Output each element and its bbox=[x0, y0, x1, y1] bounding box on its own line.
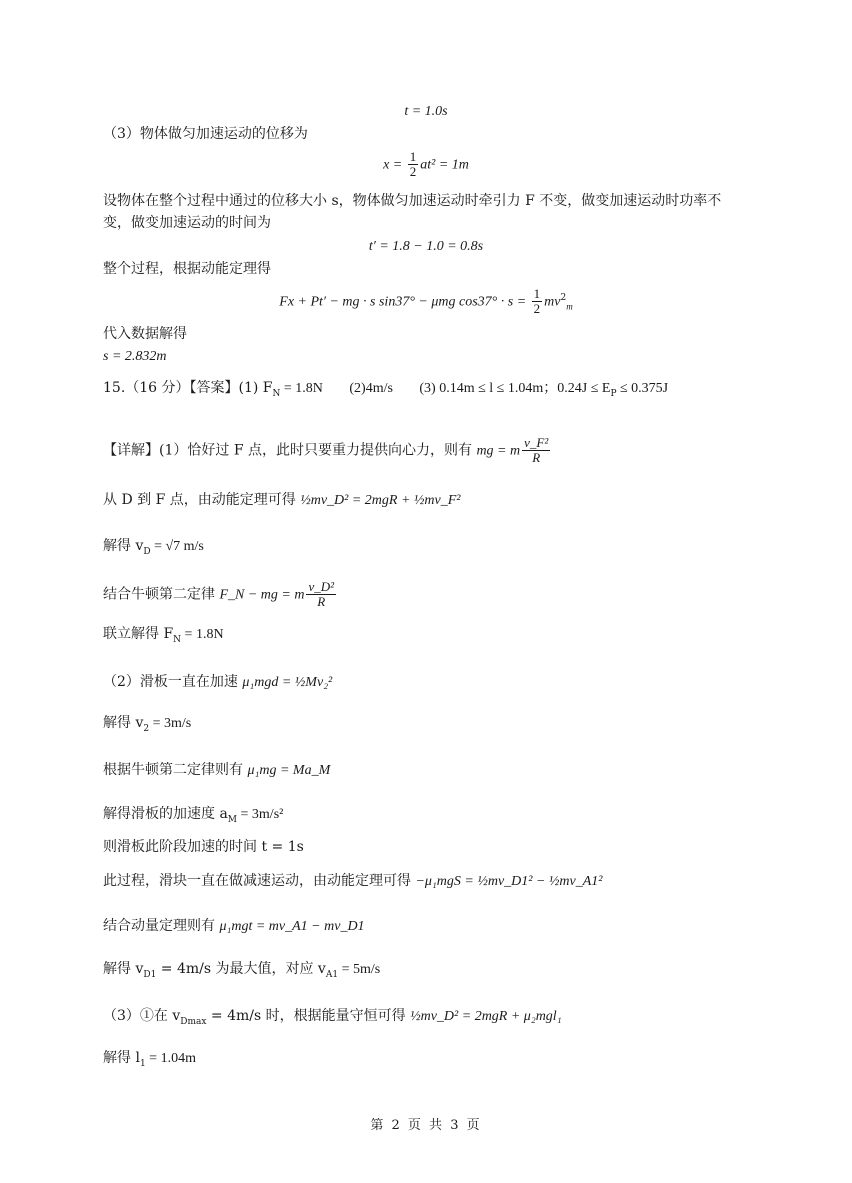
detail-part1-intro: 【详解】(1）恰好过 F 点，此时只要重力提供向心力，则有 mg = m $\frac{\text{v\_F²}}{R}$ bbox=[103, 435, 549, 465]
fraction-half: $\frac{1}{2}$ bbox=[533, 286, 541, 316]
detail-part2-intro: （2）滑板一直在加速 μ₁mgd = ½Mv₂² bbox=[103, 674, 333, 690]
fraction-vf2-over-r: $\frac{\text{v\_F²}}{R}$ bbox=[524, 435, 549, 465]
paragraph-setup-line2: 变，做变加速运动的时间为 bbox=[103, 215, 271, 231]
equation-energy: Fx + Pt′ − mg · s sin37° − μmg cos37° · s = $\frac{1}{2}$ $mv^2_m$ bbox=[279, 286, 573, 316]
page-number: 第 2 页 共 3 页 bbox=[370, 1118, 482, 1133]
equation-s: s = 2.832m bbox=[103, 349, 167, 364]
paragraph-setup-line1: 设物体在整个过程中通过的位移大小 s，物体做匀加速运动时牵引力 F 不变，做变加速运动时功率不 bbox=[103, 193, 722, 209]
equation-t: t = 1.0s bbox=[404, 104, 448, 119]
paragraph-energy-theorem: 整个过程，根据动能定理得 bbox=[103, 261, 271, 277]
detail-part3-l1: 解得 $l_1 = 1.04m$ bbox=[103, 1050, 196, 1069]
detail-part2-momentum: 结合动量定理则有 μ₁mgt = mv_A1 − mv_D1 bbox=[103, 918, 365, 934]
detail-part2-newton: 根据牛顿第二定律则有 μ₁mg = Ma_M bbox=[103, 762, 331, 778]
detail-part2-vd1: 解得 $v_{D1} = 4m/s$ 为最大值，对应 $v_{A1} = 5m/s$ bbox=[103, 961, 381, 980]
paragraph-displacement-label: （3）物体做匀加速运动的位移为 bbox=[103, 126, 308, 142]
fraction-vd2-over-r: $\frac{\text{v\_D²}}{R}$ bbox=[308, 579, 335, 609]
detail-part2-v2: 解得 $v_2 = 3m/s$ bbox=[103, 715, 192, 734]
detail-part1-energy: 从 D 到 F 点，由动能定理可得 ½mv_D² = 2mgR + ½mv_F² bbox=[103, 492, 461, 508]
detail-part1-newton: 结合牛顿第二定律 F_N − mg = m $\frac{\text{v\_D²}}{R}$ bbox=[103, 579, 335, 609]
detail-part1-fn: 联立解得 $F_N = 1.8N$ bbox=[103, 626, 224, 645]
equation-time: t′ = 1.8 − 1.0 = 0.8s bbox=[368, 239, 484, 254]
paragraph-substitute: 代入数据解得 bbox=[103, 326, 187, 342]
question-15-answer: 15.（16 分）【答案】(1) $F_N = 1.8N$ (2)4m/s (3) 0.14m ≤ l ≤ 1.04m；$0.24J \le E_P \le 0.375J$ bbox=[103, 380, 669, 399]
equation-x: x = $\frac{1}{2}$ at² = 1m bbox=[383, 149, 469, 179]
fraction-half: $\frac{1}{2}$ bbox=[409, 149, 417, 179]
detail-part3-energy: （3）①在 $v_{Dmax} = 4m/s$ 时，根据能量守恒可得 ½mv_D² = 2mgR + μ₂mgl₁ bbox=[103, 1008, 562, 1027]
detail-part1-vd: 解得 $v_D = √7$ m/s bbox=[103, 538, 204, 557]
detail-part2-acceleration: 解得滑板的加速度 $a_M = 3m/s^2$ bbox=[103, 806, 284, 825]
detail-part2-slider-energy: 此过程，滑块一直在做减速运动，由动能定理可得 −μ₁mgS = ½mv_D1² − ½mv_A1² bbox=[103, 873, 603, 889]
detail-part2-time: 则滑板此阶段加速的时间 t = 1s bbox=[103, 839, 304, 855]
